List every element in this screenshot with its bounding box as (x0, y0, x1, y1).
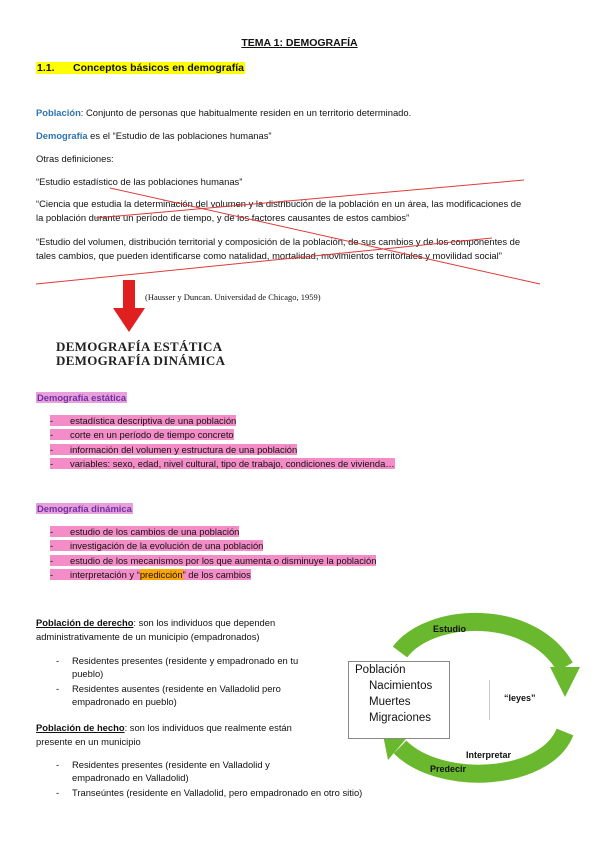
derecho-line-2: administrativamente de un municipio (empadronados) (36, 631, 260, 642)
derecho-definition: Población de derecho: son los individuos que dependen (36, 617, 276, 628)
static-title: DEMOGRAFÍA ESTÁTICA (56, 339, 223, 354)
hecho-term: Población de hecho (36, 722, 125, 733)
list-item: - interpretación y “predicción” de los cambios (50, 569, 251, 581)
document-title: TEMA 1: DEMOGRAFÍA (241, 37, 358, 49)
citation: (Hausser y Duncan. Universidad de Chicago, 1959) (145, 292, 321, 302)
dinamica-heading: Demografía dinámica (37, 503, 132, 514)
estatica-list (50, 414, 395, 472)
list-item: - corte en un período de tiempo concreto (50, 429, 234, 441)
list-item: - Residentes presentes (residente en Valladolid y empadronado en Valladolid) (56, 758, 362, 784)
list-item: - Transeúntes (residente en Valladolid, pero empadronado en otro sitio) (56, 786, 362, 799)
down-arrow-icon (113, 280, 145, 332)
estudio-label: Estudio (433, 624, 466, 634)
derecho-term: Población de derecho (36, 617, 134, 628)
list-item: - estadística descriptiva de una población (50, 415, 237, 426)
list-item: - investigación de la evolución de una población (50, 540, 264, 552)
quote-2-line-1: “Ciencia que estudia la determinación del volumen y la distribución de la población en un área, las modificaciones de (36, 198, 522, 209)
list-item: - estudio de los cambios de una población (50, 526, 240, 537)
leyes-label: “leyes” (504, 693, 536, 703)
list-item: - estudio de los mecanismos por los que aumenta o disminuye la población (50, 554, 377, 566)
box-title: Población (355, 664, 406, 676)
box-item: Migraciones (369, 712, 431, 724)
dinamica-list (50, 525, 376, 583)
hecho-list (56, 758, 362, 801)
list-item: - Residentes ausentes (residente en Valladolid pero empadronado en pueblo) (56, 682, 298, 708)
section-label: Conceptos básicos en demografía (73, 62, 244, 74)
box-item: Muertes (369, 696, 411, 708)
list-item: - información del volumen y estructura de una población (50, 443, 298, 455)
dynamic-title: DEMOGRAFÍA DINÁMICA (56, 353, 226, 368)
quote-2-line-2: la población durante un período de tiempo, y de los factores causantes de estos cambios” (36, 212, 410, 223)
otras-definiciones: Otras definiciones: (36, 153, 114, 164)
quote-1: “Estudio estadístico de las poblaciones humanas” (36, 176, 243, 187)
list-item: - Residentes presentes (residente y empadronado en tu pueblo) (56, 654, 298, 680)
predecir-label: Predecir (430, 764, 467, 774)
strike-line-3 (36, 238, 492, 284)
hecho-line-2: presente en un municipio (36, 736, 141, 747)
quote-3-line-2: tales cambios, que pueden identificarse como natalidad, mortalidad, movimientos territoriales y movilidad social” (36, 250, 502, 261)
interpretar-label: Interpretar (466, 750, 512, 760)
poblacion-box (348, 661, 450, 739)
hecho-definition: Población de hecho: son los individuos que realmente están (36, 722, 292, 733)
cycle-arrowhead-top (550, 667, 580, 697)
quote-3-line-1: “Estudio del volumen, distribución territorial y composición de la población, de sus cambios y de los componentes de (36, 236, 521, 247)
box-item: Nacimientos (369, 680, 433, 692)
list-item: - variables: sexo, edad, nivel cultural, tipo de trabajo, condiciones de vivienda… (50, 458, 395, 470)
estatica-heading: Demografía estática (37, 392, 127, 403)
prediccion-highlight: predicción (139, 569, 183, 581)
derecho-list (56, 654, 298, 710)
demografia-text: es el “Estudio de las poblaciones humanas” (87, 130, 272, 141)
section-number: 1.1. (37, 62, 55, 74)
demografia-term: Demografía (36, 130, 88, 141)
leyes-box (489, 680, 554, 720)
poblacion-text: : Conjunto de personas que habitualmente residen en un territorio determinado. (80, 107, 412, 118)
poblacion-term: Población (36, 107, 81, 118)
